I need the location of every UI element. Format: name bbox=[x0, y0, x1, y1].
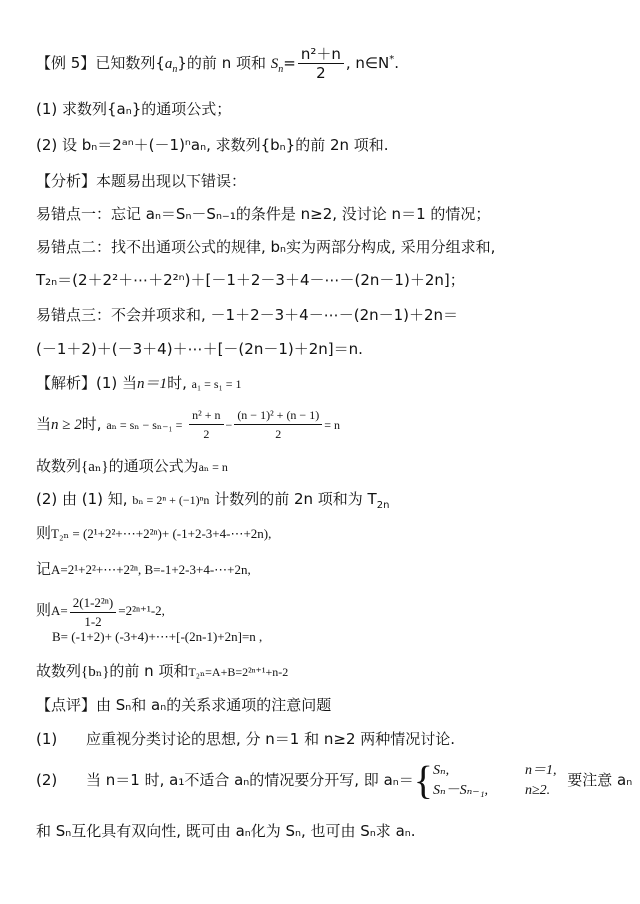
dot: . bbox=[394, 54, 399, 72]
error-3: 易错点三：不会并项求和, －1＋2－3＋4－⋯－(2n－1)＋2n＝ bbox=[36, 306, 459, 324]
sol9-mid: 的前 n 项和 bbox=[109, 662, 189, 680]
frac-den: 2 bbox=[316, 64, 326, 82]
analysis-heading bbox=[36, 170, 246, 192]
sol7-num: 2(1-2²ⁿ) bbox=[70, 594, 116, 613]
example-tail: , n∈N bbox=[345, 54, 390, 72]
example-label: 【例 5】 bbox=[36, 54, 96, 72]
sol2-res: = n bbox=[324, 418, 340, 432]
sol9-pre: 故数列 bbox=[36, 662, 82, 680]
cases-brace: { bbox=[413, 757, 433, 803]
sol5-val: T₂ₙ = (2¹+2²+⋯+2²ⁿ)+ (-1+2-3+4-⋯+2n), bbox=[51, 526, 272, 541]
sol3-mid: 的通项公式为 bbox=[108, 457, 199, 475]
solution-7 bbox=[36, 590, 165, 631]
error-3-formula: (－1＋2)＋(－3＋4)＋⋯＋[－(2n－1)＋2n]＝n. bbox=[36, 340, 363, 358]
solution-2 bbox=[36, 402, 340, 447]
analysis-label: 【分析】 bbox=[36, 172, 97, 190]
error-2: 易错点二：找不出通项公式的规律, bₙ实为两部分构成, 采用分组求和, bbox=[36, 238, 496, 256]
sol6-pre: 记 bbox=[36, 560, 52, 578]
example-title bbox=[36, 40, 399, 90]
sub-n: n bbox=[172, 64, 178, 75]
solution-3 bbox=[36, 455, 228, 478]
sol9-seq: {bₙ} bbox=[81, 664, 110, 680]
example-fraction bbox=[298, 45, 344, 82]
sol-p1t: 时, bbox=[167, 374, 187, 392]
sol3-val: aₙ = n bbox=[198, 460, 228, 474]
frac-num: n²＋n bbox=[298, 45, 344, 64]
frac1-num: n² + n bbox=[189, 406, 223, 425]
review-3: 和 Sₙ互化具有双向性, 既可由 aₙ化为 Sₙ, 也可由 Sₙ求 aₙ. bbox=[36, 822, 416, 840]
analysis-text: 本题易出现以下错误： bbox=[96, 172, 247, 190]
sol2-mid: 时, bbox=[81, 415, 102, 433]
sol-a1: a₁ = s₁ = 1 bbox=[191, 377, 242, 391]
error-2-formula: T₂ₙ＝(2＋2²＋⋯＋2²ⁿ)＋[－1＋2－3＋4－⋯－(2n－1)＋2n]； bbox=[36, 271, 465, 289]
sol3-seq: {aₙ} bbox=[81, 459, 109, 475]
sol2-frac-2 bbox=[234, 406, 322, 443]
frac1-den: 2 bbox=[203, 427, 210, 441]
case2-right: n≥2. bbox=[524, 782, 551, 798]
sol8-val: B= (-1+2)+ (-3+4)+⋯+[-(2n-1)+2n]=n , bbox=[52, 629, 263, 644]
sol2-pre: 当 bbox=[36, 415, 52, 433]
question-1: (1) 求数列{aₙ}的通项公式； bbox=[36, 100, 232, 118]
case2-left: Sₙ－Sₙ₋₁, bbox=[432, 782, 489, 798]
solution-5 bbox=[36, 522, 271, 545]
sol7-rhs: =2²ⁿ⁺¹-2, bbox=[118, 603, 165, 618]
frac2-num: (n − 1)² + (n − 1) bbox=[234, 406, 322, 425]
sol2-minus: − bbox=[225, 418, 233, 432]
sol6-val: A=2¹+2²+⋯+2²ⁿ, B=-1+2-3+4-⋯+2n, bbox=[51, 562, 251, 577]
solution-4 bbox=[36, 488, 389, 517]
solution-8 bbox=[52, 626, 262, 648]
sol2-frac-1 bbox=[189, 406, 223, 443]
brace-open: { bbox=[155, 54, 165, 72]
sol2-cond: n ≥ 2 bbox=[51, 417, 82, 433]
var-a: a bbox=[164, 56, 173, 72]
solution-6 bbox=[36, 558, 251, 581]
sol4-sub: 2n bbox=[376, 500, 390, 511]
frac2-den: 2 bbox=[275, 427, 282, 441]
question-2: (2) 设 bₙ＝2ᵃⁿ＋(－1)ⁿaₙ, 求数列{bₙ}的前 2n 项和. bbox=[36, 136, 389, 154]
solution-1 bbox=[36, 372, 242, 395]
sol-p1: (1) 当 bbox=[96, 374, 138, 392]
r2-text: 当 n＝1 时, a₁不适合 aₙ的情况要分开写, 即 aₙ＝ bbox=[86, 771, 414, 789]
sub-n-2: n bbox=[278, 64, 284, 75]
sol7-den: 1-2 bbox=[84, 613, 102, 629]
cases-block bbox=[433, 761, 557, 801]
sol5-pre: 则 bbox=[36, 524, 52, 542]
error-1: 易错点一：忘记 aₙ＝Sₙ－Sₙ₋₁的条件是 n≥2, 没讨论 n＝1 的情况； bbox=[36, 205, 491, 223]
sol2-lhs: aₙ = sₙ − sₙ₋₁ = bbox=[106, 418, 183, 432]
case1-right: n＝1, bbox=[524, 762, 557, 778]
review-2 bbox=[36, 756, 632, 804]
star: * bbox=[389, 54, 395, 65]
sol4-mid: 计数列的前 2n 项和为 T bbox=[214, 490, 377, 508]
equals: = bbox=[283, 54, 296, 72]
brace-close: } bbox=[177, 54, 187, 72]
example-mid: 的前 n 项和 bbox=[186, 54, 266, 72]
example-intro: 已知数列 bbox=[95, 54, 156, 72]
sol4-val: bₙ = 2ⁿ + (−1)ⁿn bbox=[132, 493, 210, 507]
r2-tail: 要注意 aₙ bbox=[567, 771, 633, 789]
r1-text: 应重视分类讨论的思想, 分 n＝1 和 n≥2 两种情况讨论. bbox=[86, 730, 456, 748]
review-text: 由 Sₙ和 aₙ的关系求通项的注意问题 bbox=[96, 696, 332, 714]
r1-num: (1) bbox=[36, 730, 58, 748]
r2-num: (2) bbox=[36, 771, 58, 789]
sol7-pre: 则 bbox=[36, 601, 52, 619]
case1-left: Sₙ, bbox=[432, 762, 450, 778]
sol4-pre: (2) 由 (1) 知, bbox=[36, 490, 128, 508]
sol-n1: n＝1 bbox=[137, 376, 168, 392]
solution-9 bbox=[36, 660, 288, 683]
review-label: 【点评】 bbox=[36, 696, 97, 714]
sol7-lhs: A= bbox=[51, 603, 68, 618]
review-heading bbox=[36, 694, 331, 716]
var-S: S bbox=[270, 56, 279, 72]
sol3-pre: 故数列 bbox=[36, 457, 82, 475]
sol9-val: T₂ₙ=A+B=2²ⁿ⁺¹+n-2 bbox=[188, 665, 289, 679]
sol7-frac bbox=[70, 594, 116, 631]
solution-label: 【解析】 bbox=[36, 374, 97, 392]
review-1 bbox=[36, 728, 455, 750]
